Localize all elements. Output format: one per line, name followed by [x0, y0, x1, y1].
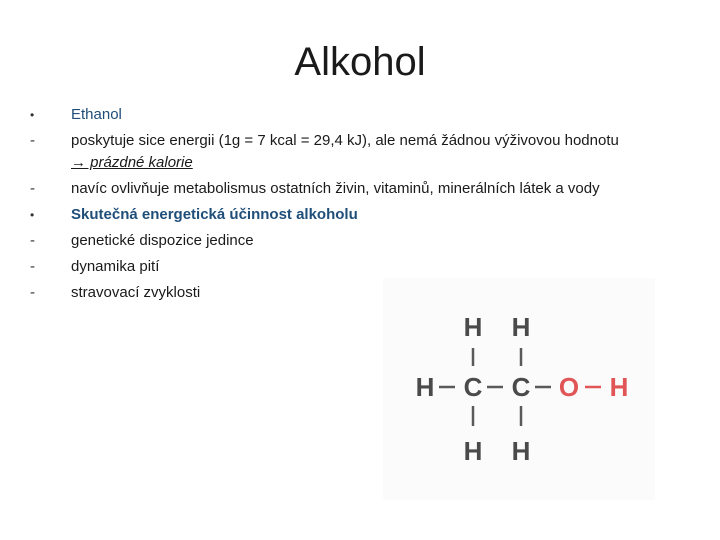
list-item [30, 130, 700, 174]
atom-h: H [609, 372, 629, 402]
item-subtext: → prázdné kalorie [71, 154, 193, 171]
item-text: Ethanol [71, 106, 122, 123]
list-item [30, 178, 700, 200]
item-text-container [71, 130, 700, 174]
ethanol-structural-formula [383, 278, 655, 500]
atom-c: C [463, 372, 483, 402]
bullet-marker: • [30, 108, 35, 122]
atom-h: H [463, 312, 483, 342]
item-text: poskytuje sice energii (1g = 7 kcal = 29,4 kJ), ale nemá žádnou výživovou hodnotu [71, 132, 619, 149]
atom-h: H [415, 372, 435, 402]
list-item [30, 256, 700, 278]
atom-c: C [511, 372, 531, 402]
dash-marker: - [30, 180, 35, 197]
list-item [30, 204, 700, 226]
item-text: navíc ovlivňuje metabolismus ostatních živin, vitaminů, minerálních látek a vody [71, 180, 600, 197]
list-item [30, 230, 700, 252]
item-text: stravovací zvyklosti [71, 284, 201, 301]
slide-title: Alkohol [294, 40, 426, 84]
dash-marker: - [30, 132, 35, 149]
atom-h: H [511, 436, 531, 466]
list-item [30, 104, 700, 126]
item-text: dynamika pití [71, 258, 160, 275]
dash-marker: - [30, 284, 35, 301]
ethanol-structure-image [383, 278, 655, 500]
atom-h: H [463, 436, 483, 466]
atom-o: O [558, 372, 580, 402]
bullet-marker: • [30, 208, 35, 222]
atom-h: H [511, 312, 531, 342]
dash-marker: - [30, 232, 35, 249]
item-text: Skutečná energetická účinnost alkoholu [71, 206, 358, 223]
dash-marker: - [30, 258, 35, 275]
item-text: genetické dispozice jedince [71, 232, 254, 249]
